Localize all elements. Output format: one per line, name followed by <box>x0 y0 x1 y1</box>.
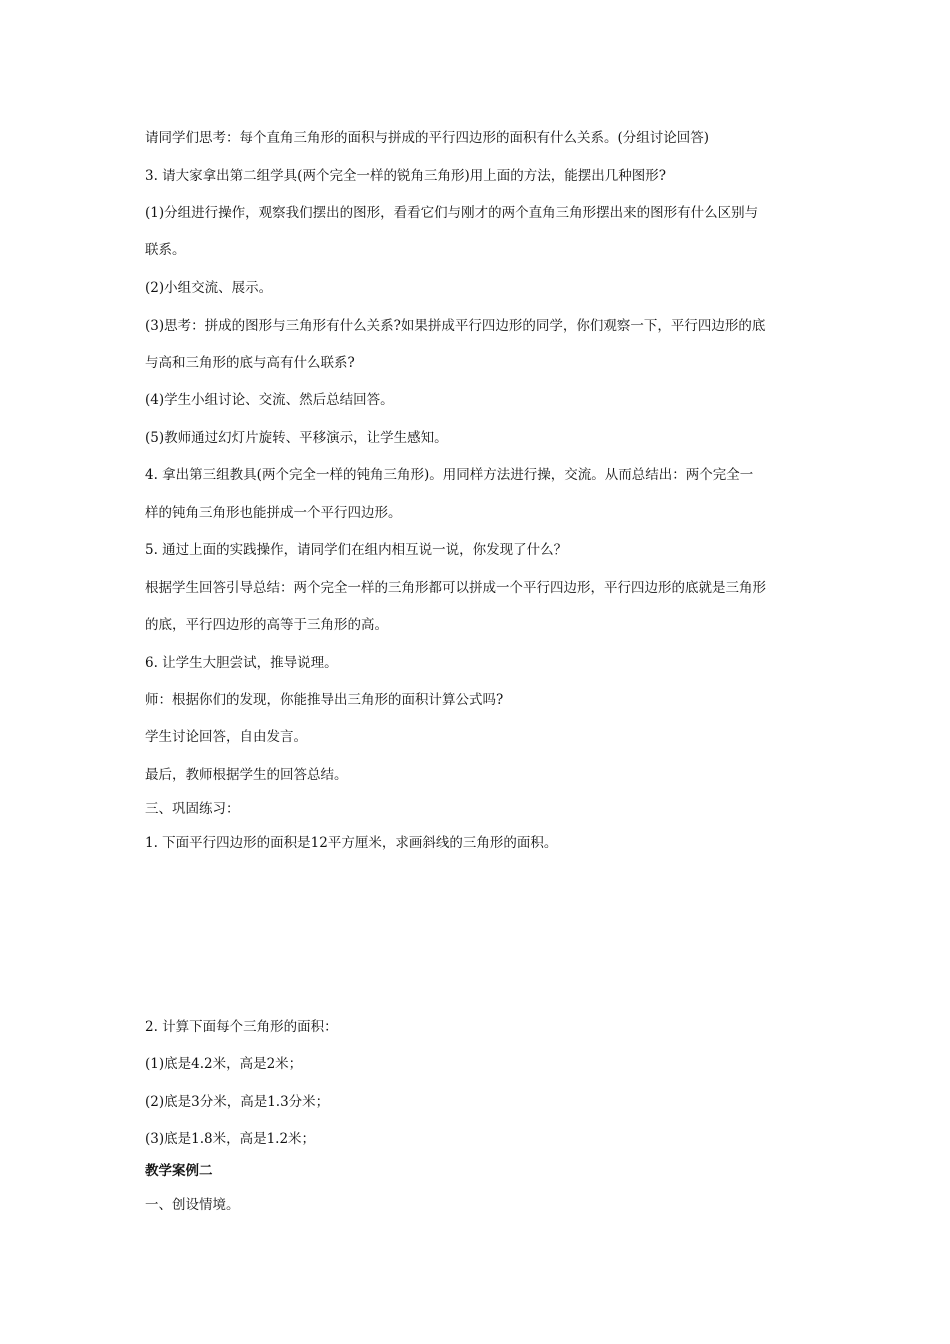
summary-paragraph: 根据学生回答引导总结：两个完全一样的三角形都可以拼成一个平行四边形，平行四边形的底就是三角形 <box>145 580 766 596</box>
step-3-item-2: (2)小组交流、展示。 <box>145 280 273 296</box>
section-create-situation: 一、创设情境。 <box>145 1197 240 1213</box>
teacher-summary: 最后，教师根据学生的回答总结。 <box>145 767 348 783</box>
step-3-item-1: (1)分组进行操作，观察我们摆出的图形，看看它们与刚才的两个直角三角形摆出来的图形有什么区别与 <box>145 205 759 221</box>
step-4-cont: 样的钝角三角形也能拼成一个平行四边形。 <box>145 505 402 521</box>
step-3-item-4: (4)学生小组讨论、交流、然后总结回答。 <box>145 392 394 408</box>
paragraph-think-question: 请同学们思考：每个直角三角形的面积与拼成的平行四边形的面积有什么关系。(分组讨论回答) <box>145 130 710 146</box>
case-two-heading: 教学案例二 <box>145 1163 213 1179</box>
exercise-2-item-2: (2)底是3分米，高是1.3分米； <box>145 1094 330 1110</box>
student-discussion: 学生讨论回答，自由发言。 <box>145 729 307 745</box>
exercise-2-item-1: (1)底是4.2米，高是2米； <box>145 1056 303 1072</box>
exercise-2-item-3: (3)底是1.8米，高是1.2米； <box>145 1131 316 1147</box>
step-5: 5. 通过上面的实践操作，请同学们在组内相互说一说，你发现了什么？ <box>145 542 568 558</box>
exercise-1: 1. 下面平行四边形的面积是12平方厘米，求画斜线的三角形的面积。 <box>145 835 558 851</box>
teacher-question: 师：根据你们的发现，你能推导出三角形的面积计算公式吗? <box>145 692 504 708</box>
step-3-item-3-cont: 与高和三角形的底与高有什么联系? <box>145 355 355 371</box>
section-practice-heading: 三、巩固练习： <box>145 801 240 817</box>
summary-paragraph-cont: 的底，平行四边形的高等于三角形的高。 <box>145 617 388 633</box>
step-6: 6. 让学生大胆尝试，推导说理。 <box>145 655 338 671</box>
step-4: 4. 拿出第三组教具(两个完全一样的钝角三角形)。用同样方法进行操，交流。从而总结出：两个完全一 <box>145 467 754 483</box>
step-3-item-3: (3)思考：拼成的图形与三角形有什么关系?如果拼成平行四边形的同学，你们观察一下，平行四边形的底 <box>145 318 766 334</box>
step-3-item-1-cont: 联系。 <box>145 242 186 258</box>
step-3: 3. 请大家拿出第二组学具(两个完全一样的锐角三角形)用上面的方法，能摆出几种图形? <box>145 168 666 184</box>
step-3-item-5: (5)教师通过幻灯片旋转、平移演示，让学生感知。 <box>145 430 448 446</box>
exercise-2: 2. 计算下面每个三角形的面积： <box>145 1019 338 1035</box>
